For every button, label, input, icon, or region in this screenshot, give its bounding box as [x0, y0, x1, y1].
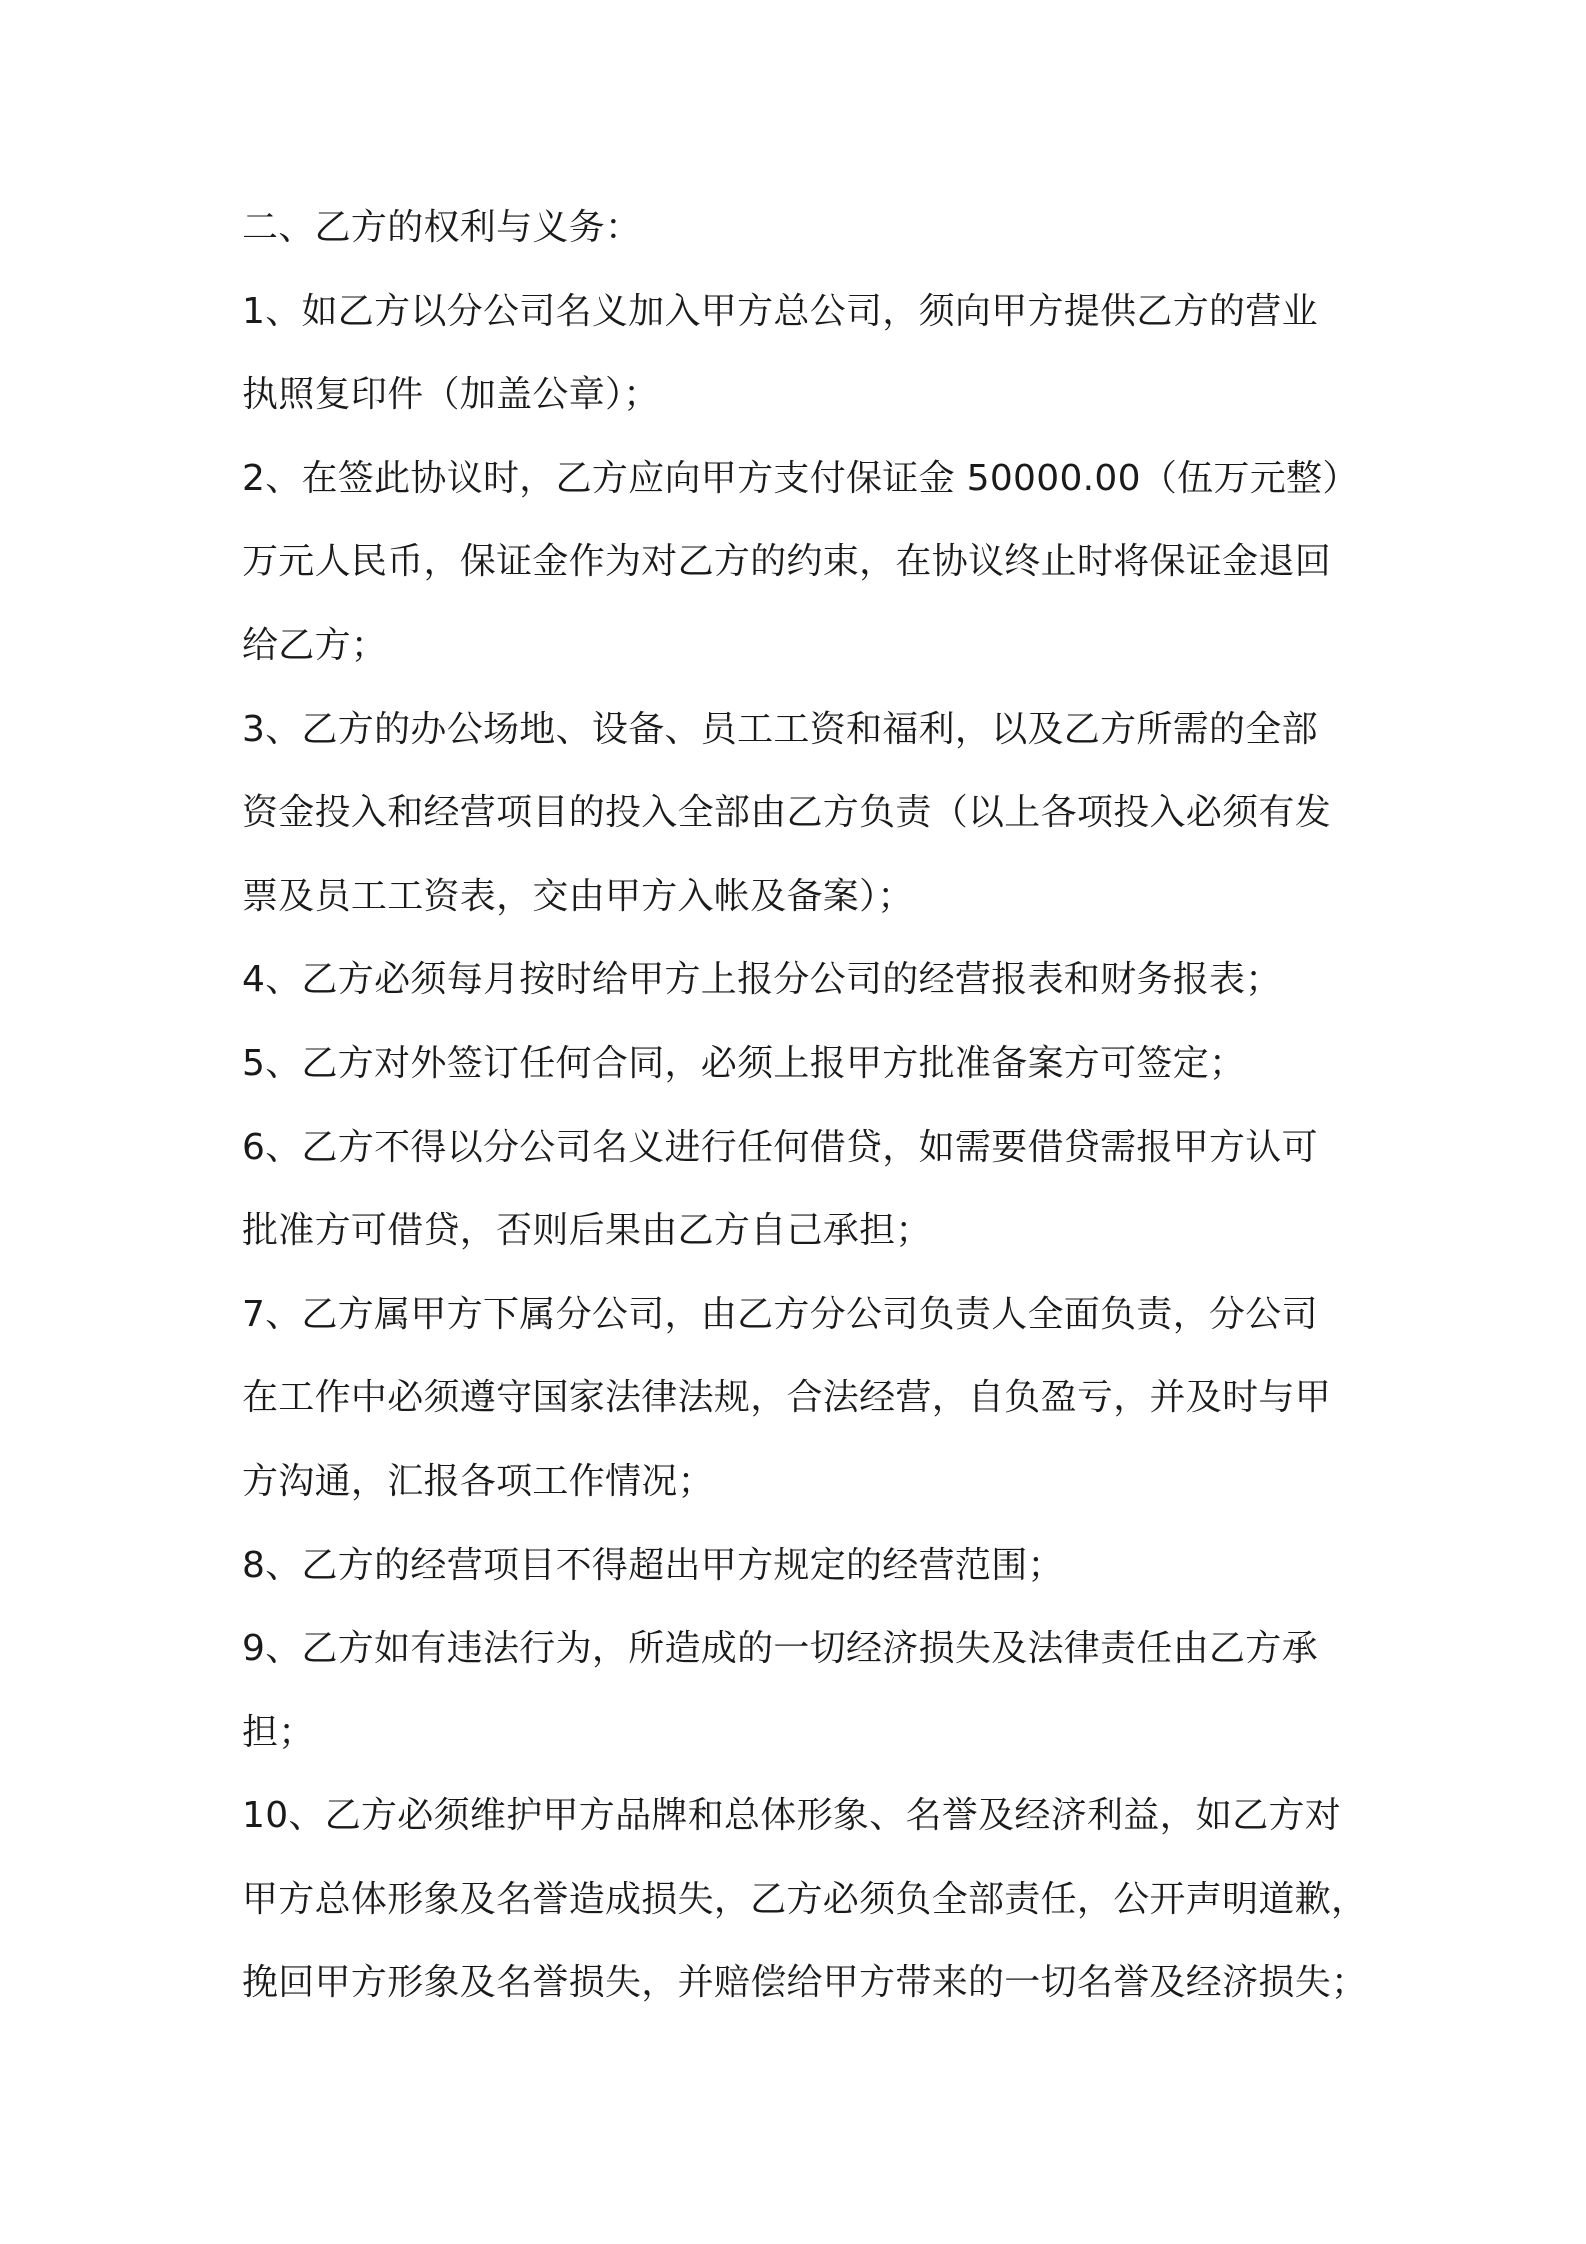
clause-line: 甲方总体形象及名誉造成损失，乙方必须负全部责任，公开声明道歉，	[242, 1878, 1368, 1920]
document-content	[242, 186, 1368, 2025]
clause-line: 执照复印件（加盖公章）；	[242, 374, 660, 416]
clause-line: 9、乙方如有违法行为，所造成的一切经济损失及法律责任由乙方承	[242, 1628, 1318, 1670]
clause-line: 挽回甲方形象及名誉损失，并赔偿给甲方带来的一切名誉及经济损失；	[242, 1962, 1368, 2004]
clause-line: 1、如乙方以分公司名义加入甲方总公司，须向甲方提供乙方的营业	[242, 290, 1318, 332]
clause-line: 5、乙方对外签订任何合同，必须上报甲方批准备案方可签定；	[242, 1042, 1246, 1084]
clause-line: 方沟通，汇报各项工作情况；	[242, 1460, 714, 1502]
clause-line: 万元人民币，保证金作为对乙方的约束，在协议终止时将保证金退回	[242, 541, 1332, 583]
clause-line: 10、乙方必须维护甲方品牌和总体形象、名誉及经济利益，如乙方对	[242, 1795, 1342, 1837]
clause-1	[242, 270, 1362, 437]
clause-5	[242, 1022, 1362, 1106]
clause-line: 资金投入和经营项目的投入全部由乙方负责（以上各项投入必须有发	[242, 792, 1332, 834]
clause-line: 3、乙方的办公场地、设备、员工工资和福利，以及乙方所需的全部	[242, 708, 1318, 750]
clause-line: 4、乙方必须每月按时给甲方上报分公司的经营报表和财务报表；	[242, 959, 1282, 1001]
clause-line: 6、乙方不得以分公司名义进行任何借贷，如需要借贷需报甲方认可	[242, 1126, 1318, 1168]
clause-7	[242, 1273, 1362, 1524]
clause-9	[242, 1607, 1362, 1774]
clause-line: 在工作中必须遵守国家法律法规，合法经营，自负盈亏，并及时与甲	[242, 1377, 1332, 1419]
clause-line: 票及员工工资表，交由甲方入帐及备案）；	[242, 875, 914, 917]
clause-line: 担；	[242, 1711, 315, 1753]
clause-3	[242, 688, 1362, 939]
clause-line: 7、乙方属甲方下属分公司，由乙方分公司负责人全面负责，分公司	[242, 1293, 1318, 1335]
clause-4	[242, 938, 1362, 1022]
clause-10	[242, 1774, 1368, 2025]
clause-line: 给乙方；	[242, 624, 388, 666]
clause-6	[242, 1106, 1362, 1273]
clause-list	[242, 270, 1368, 2025]
clause-line: 2、在签此协议时，乙方应向甲方支付保证金 50000.00（伍万元整）	[242, 457, 1359, 499]
clause-line: 批准方可借贷，否则后果由乙方自己承担；	[242, 1210, 932, 1252]
clause-2	[242, 437, 1362, 688]
clause-line: 8、乙方的经营项目不得超出甲方规定的经营范围；	[242, 1544, 1064, 1586]
clause-8	[242, 1524, 1362, 1608]
section-heading: 二、乙方的权利与义务：	[242, 207, 642, 248]
